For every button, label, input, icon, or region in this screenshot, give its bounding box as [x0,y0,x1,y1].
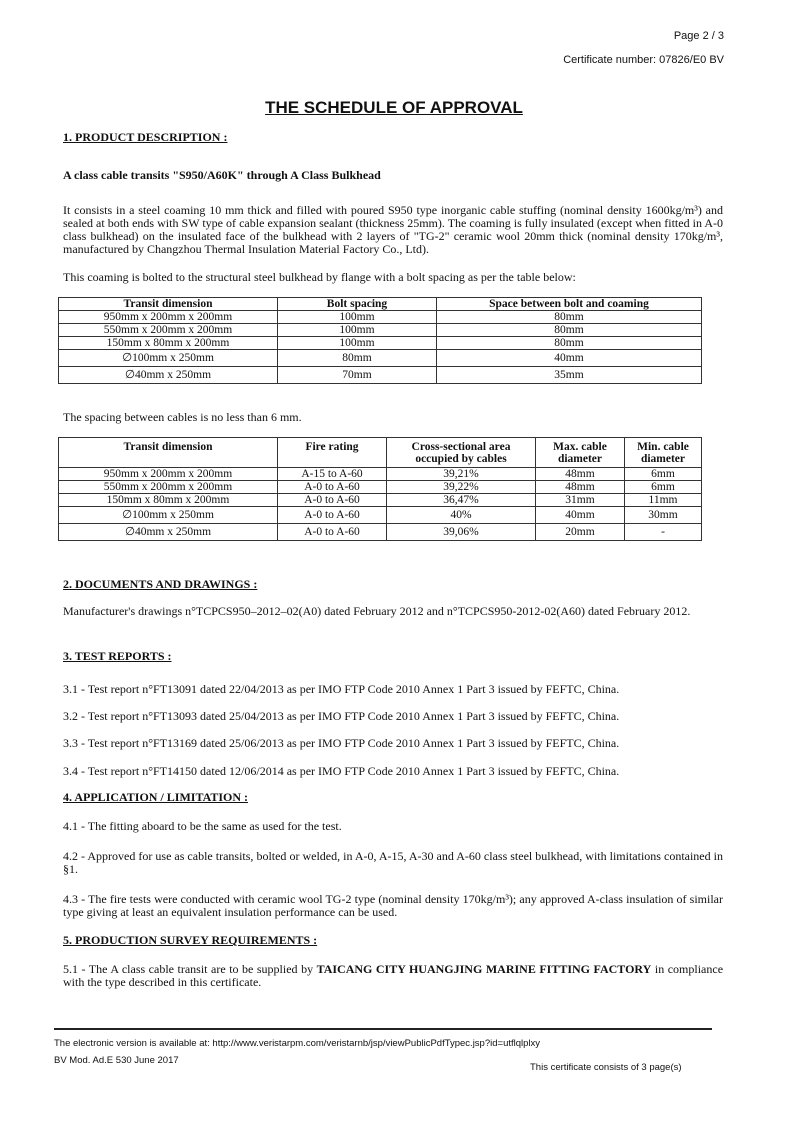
documents-text: Manufacturer's drawings n°TCPCS950–2012–02(A0) dated February 2012 and n°TCPCS950-2012-02(A60) dated February 2012. [63,604,691,618]
table-cell: 36,47% [387,494,536,507]
table-header-cell: Bolt spacing [278,298,437,311]
table-cell: ∅40mm x 250mm [59,524,278,541]
table-cell: 39,21% [387,468,536,481]
test-report-item: 3.1 - Test report n°FT13091 dated 22/04/2013 as per IMO FTP Code 2010 Annex 1 Part 3 issued by FEFTC, China. [63,682,620,696]
table-cell: 950mm x 200mm x 200mm [59,311,278,324]
section-heading-documents: 2. DOCUMENTS AND DRAWINGS : [63,577,258,591]
form-reference: BV Mod. Ad.E 530 June 2017 [54,1055,179,1066]
table-row [59,524,702,541]
table-header-cell: Cross-sectional area occupied by cables [387,438,536,468]
table-header-cell: Min. cable diameter [625,438,702,468]
table-cell: 100mm [278,311,437,324]
section-heading-product-description: 1. PRODUCT DESCRIPTION : [63,130,228,144]
cable-spacing-note: The spacing between cables is no less than 6 mm. [63,410,302,424]
table-header-row [59,298,702,311]
table-cell: - [625,524,702,541]
table-row [59,324,702,337]
table-cell: 40% [387,507,536,524]
application-item: 4.1 - The fitting aboard to be the same as used for the test. [63,819,342,833]
table-cell: A-15 to A-60 [278,468,387,481]
table-header-cell: Fire rating [278,438,387,468]
table-row [59,507,702,524]
table-cell: 80mm [437,311,702,324]
table-cell: ∅100mm x 250mm [59,350,278,367]
table-cell: 550mm x 200mm x 200mm [59,481,278,494]
table-cell: 150mm x 80mm x 200mm [59,494,278,507]
test-report-item: 3.4 - Test report n°FT14150 dated 12/06/2014 as per IMO FTP Code 2010 Annex 1 Part 3 issued by FEFTC, China. [63,764,620,778]
table-cell: ∅100mm x 250mm [59,507,278,524]
document-title: THE SCHEDULE OF APPROVAL [265,98,523,117]
table-cell: 39,06% [387,524,536,541]
application-item: 4.3 - The fire tests were conducted with ceramic wool TG-2 type (nominal density 170kg/m³); any approved A-class insulation of similar type giving at least an equivalent insulation performance can be used. [63,892,723,919]
table-cell: ∅40mm x 250mm [59,367,278,384]
table-row [59,350,702,367]
table-cell: 35mm [437,367,702,384]
table-header-cell: Transit dimension [59,298,278,311]
table-cell: 40mm [536,507,625,524]
section-heading-test-reports: 3. TEST REPORTS : [63,649,172,663]
product-subtitle: A class cable transits "S950/A60K" through A Class Bulkhead [63,168,381,182]
application-item: 4.2 - Approved for use as cable transits, bolted or welded, in A-0, A-15, A-30 and A-60 class steel bulkhead, with limitations contained in §1. [63,849,723,876]
table-cell: 6mm [625,481,702,494]
table-cell: 48mm [536,468,625,481]
footer-divider [54,1028,712,1030]
table-cell: 80mm [437,337,702,350]
test-report-item: 3.2 - Test report n°FT13093 dated 25/04/2013 as per IMO FTP Code 2010 Annex 1 Part 3 issued by FEFTC, China. [63,709,620,723]
table-cell: 950mm x 200mm x 200mm [59,468,278,481]
fire-rating-table [58,437,702,541]
table-cell: 39,22% [387,481,536,494]
table-header-row [59,438,702,468]
manufacturer-name: TAICANG CITY HUANGJING MARINE FITTING FACTORY [316,962,652,976]
table-cell: A-0 to A-60 [278,494,387,507]
section-heading-production-survey: 5. PRODUCTION SURVEY REQUIREMENTS : [63,933,318,947]
table-row [59,494,702,507]
bolt-spacing-note: This coaming is bolted to the structural steel bulkhead by flange with a bolt spacing as per the table below: [63,270,576,284]
table-row [59,311,702,324]
table-header-cell: Transit dimension [59,438,278,468]
table-row [59,468,702,481]
product-description: It consists in a steel coaming 10 mm thick and filled with poured S950 type inorganic cable stuffing (nominal density 1600kg/m³) and sealed at both ends with SW type of cable expansion sealant (thickness 25mm). The coaming is fully insulated (except when fitted in A-0 class bulkhead) on the insulated face of the bulkhead with 2 layers of "TG-2" ceramic wool 20mm thick (nominal density 170kg/m³, manufactured by Changzhou Thermal Insulation Material Factory Co., Ltd). [63,203,723,256]
table-cell: 31mm [536,494,625,507]
table-cell: 40mm [437,350,702,367]
table-cell: 11mm [625,494,702,507]
production-survey-prefix: 5.1 - The A class cable transit are to be supplied by [63,962,317,976]
table-cell: 100mm [278,337,437,350]
table-cell: 150mm x 80mm x 200mm [59,337,278,350]
table-row [59,481,702,494]
section-heading-application: 4. APPLICATION / LIMITATION : [63,790,249,804]
table-cell: 48mm [536,481,625,494]
table-cell: 6mm [625,468,702,481]
table-cell: 80mm [437,324,702,337]
table-cell: 30mm [625,507,702,524]
table-cell: 100mm [278,324,437,337]
production-survey-item [63,963,723,989]
table-row [59,367,702,384]
electronic-version-note: The electronic version is available at: http://www.veristarpm.com/veristarnb/jsp/viewPublicPdfTypec.jsp?id=utflqlplxy [54,1038,541,1049]
table-cell: A-0 to A-60 [278,524,387,541]
table-cell: 70mm [278,367,437,384]
test-report-item: 3.3 - Test report n°FT13169 dated 25/06/2013 as per IMO FTP Code 2010 Annex 1 Part 3 issued by FEFTC, China. [63,736,620,750]
table-header-cell: Max. cable diameter [536,438,625,468]
table-cell: A-0 to A-60 [278,507,387,524]
table-row [59,337,702,350]
table-cell: 20mm [536,524,625,541]
table-cell: 550mm x 200mm x 200mm [59,324,278,337]
bolt-spacing-table [58,297,702,384]
production-survey-suffix: in compliance with the type described in this certificate. [63,962,724,989]
page-number: Page 2 / 3 [673,30,724,42]
certificate-number: Certificate number: 07826/E0 BV [563,54,724,66]
table-cell: 80mm [278,350,437,367]
table-cell: A-0 to A-60 [278,481,387,494]
page-count-note: This certificate consists of 3 page(s) [530,1062,682,1073]
table-header-cell: Space between bolt and coaming [437,298,702,311]
